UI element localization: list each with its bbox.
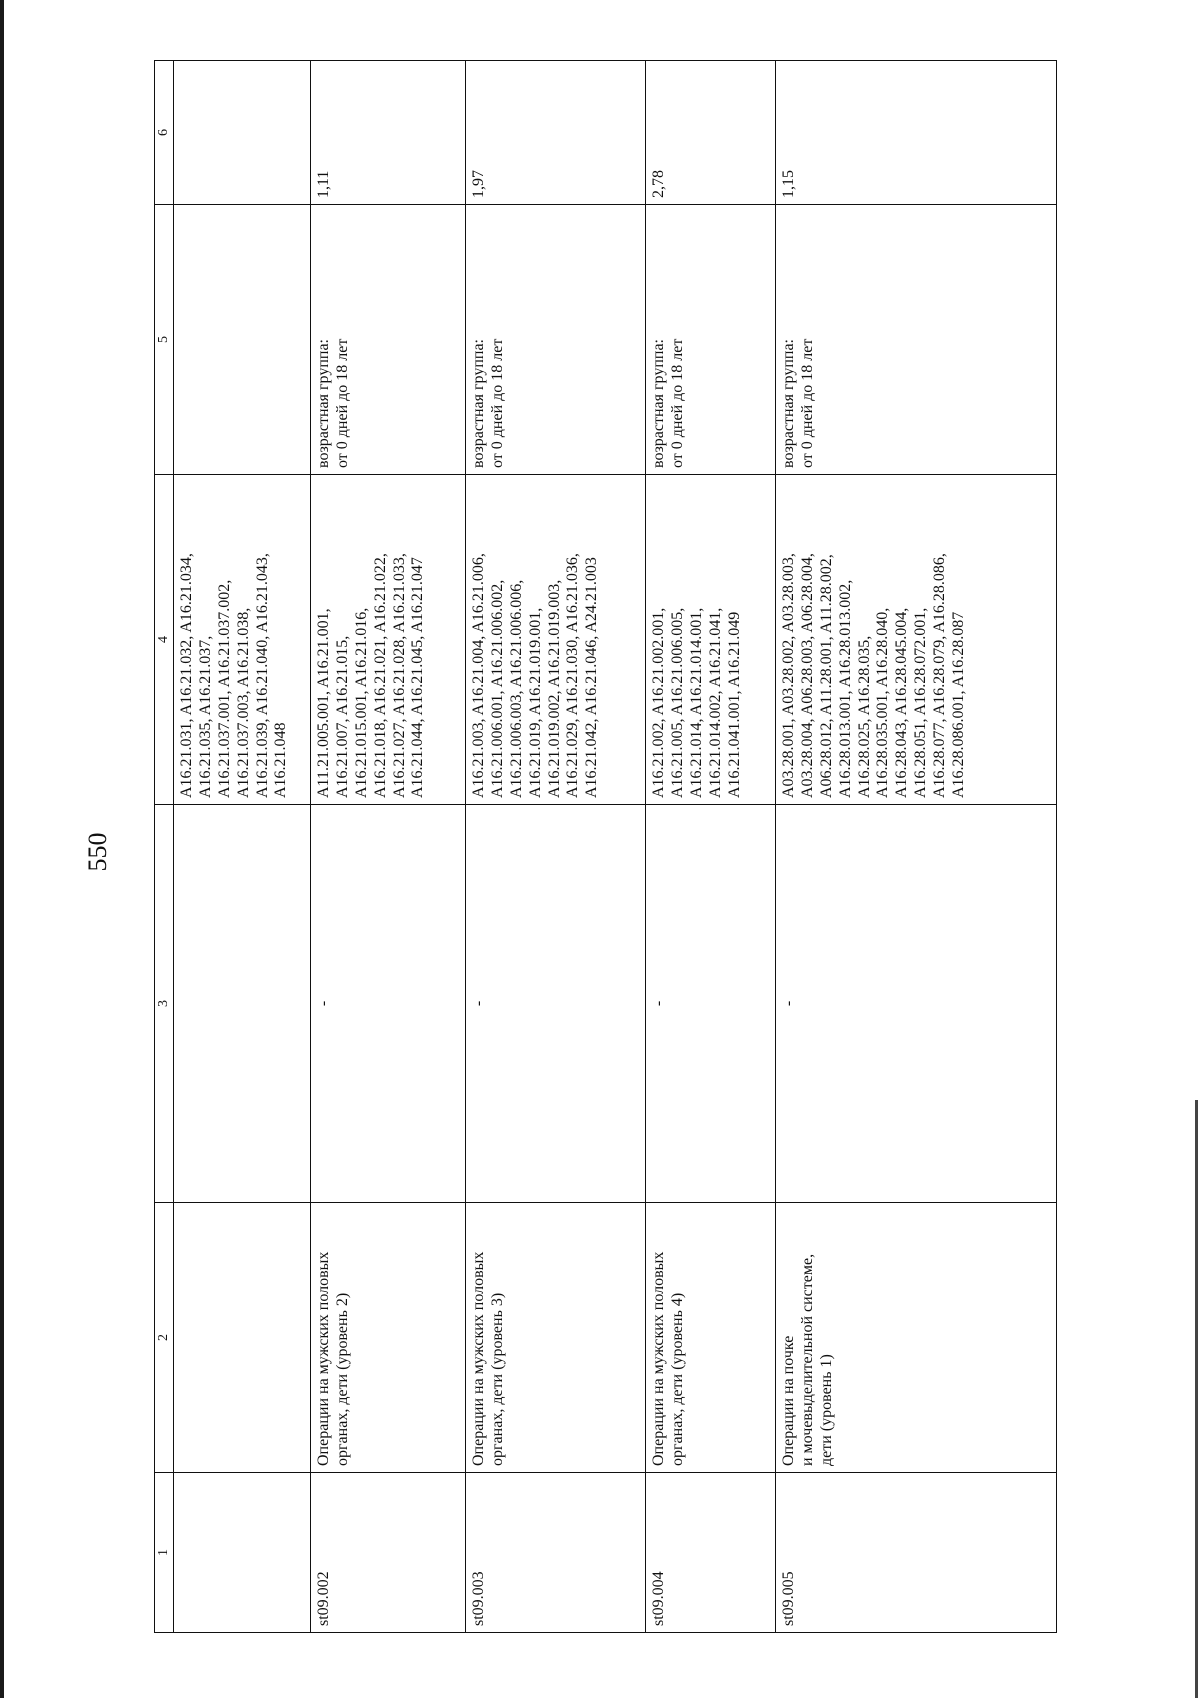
name-line: и мочевыделительной системе, [798, 1253, 816, 1466]
scan-edge-left [0, 0, 4, 1698]
criteria-cell [466, 205, 646, 475]
codes-line: A16.21.005, A16.21.006.005, [668, 607, 686, 798]
table-row [646, 61, 776, 1633]
codes-line: A16.28.043, A16.28.045.004, [893, 607, 911, 798]
codes-line: A16.21.037.001, A16.21.037.002, [215, 579, 233, 798]
table-row [174, 61, 311, 1633]
codes-line: A16.28.051, A16.28.072.001, [912, 607, 930, 798]
rotated-table-container [154, 61, 1057, 1633]
codes-line: A16.21.044, A16.21.045, A16.21.047 [409, 557, 427, 798]
name-cell [311, 1203, 466, 1473]
codes-line: A16.21.002, A16.21.002.001, [650, 607, 667, 798]
codes-line: A16.21.019, A16.21.019.001, [526, 607, 544, 798]
codes-line: A16.21.037.003, A16.21.038, [234, 607, 252, 798]
col3-cell [174, 805, 311, 1203]
criteria-cell [646, 205, 776, 475]
codes-line: A16.21.006.003, A16.21.006.006, [507, 579, 525, 798]
name-cell [776, 1203, 1057, 1473]
table-row [311, 61, 466, 1633]
codes-line: A16.28.025, A16.28.035, [855, 635, 873, 798]
codes-line: A11.21.005.001, A16.21.001, [315, 608, 332, 798]
criteria-cell [776, 205, 1057, 475]
criteria-line: от 0 дней до 18 лет [488, 338, 506, 468]
codes-line: A16.21.014.002, A16.21.041, [706, 607, 724, 798]
criteria-line: возрастная группа: [315, 338, 332, 468]
name-line: органах, дети (уровень 4) [668, 1292, 686, 1466]
coef-cell: 1,97 [466, 61, 646, 205]
codes-cell [466, 475, 646, 805]
header-cell: 3 [155, 805, 174, 1203]
codes-line: A16.21.035, A16.21.037, [196, 635, 214, 798]
page-number: 550 [83, 832, 112, 872]
name-cell [466, 1203, 646, 1473]
col3-cell: - [311, 805, 466, 1203]
col3-cell: - [646, 805, 776, 1203]
criteria-line: от 0 дней до 18 лет [333, 338, 351, 468]
scan-edge-right [1195, 1100, 1198, 1698]
header-cell: 2 [155, 1203, 174, 1473]
code-cell: st09.003 [466, 1473, 646, 1633]
name-line: Операции на мужских половых [315, 1251, 332, 1466]
codes-cell [776, 475, 1057, 805]
table-row [776, 61, 1057, 1633]
name-line: дети (уровень 1) [817, 1354, 835, 1466]
codes-line: A16.28.013.001, A16.28.013.002, [836, 579, 854, 798]
codes-cell [311, 475, 466, 805]
codes-line: A16.28.077, A16.28.079, A16.28.086, [931, 553, 948, 798]
coef-cell: 2,78 [646, 61, 776, 205]
criteria-cell [311, 205, 466, 475]
codes-line: A16.21.018, A16.21.021, A16.21.022, [371, 553, 389, 798]
codes-line: A16.21.007, A16.21.015, [333, 635, 351, 798]
codes-cell [174, 475, 311, 805]
codes-line: A06.28.012, A11.28.001, A11.28.002, [817, 554, 835, 798]
code-cell: st09.004 [646, 1473, 776, 1633]
codes-line: A16.28.035.001, A16.28.040, [874, 607, 892, 798]
tariff-table [154, 60, 1057, 1633]
codes-line: A03.28.004, A06.28.003, A06.28.004, [798, 553, 816, 798]
header-cell: 5 [155, 205, 174, 475]
codes-line: A16.21.048 [272, 722, 290, 798]
codes-line: A16.21.019.002, A16.21.019.003, [545, 579, 563, 798]
codes-line: A16.21.003, A16.21.004, A16.21.006, [470, 553, 487, 798]
codes-line: A16.21.006.001, A16.21.006.002, [488, 579, 506, 798]
col3-cell: - [776, 805, 1057, 1203]
codes-line: A16.21.029, A16.21.030, A16.21.036, [564, 553, 582, 798]
name-line: органах, дети (уровень 3) [488, 1292, 506, 1466]
coef-cell: 1,11 [311, 61, 466, 205]
name-cell [174, 1203, 311, 1473]
codes-line: A16.21.039, A16.21.040, A16.21.043, [253, 553, 271, 798]
col3-cell: - [466, 805, 646, 1203]
codes-cell [646, 475, 776, 805]
codes-line: A16.21.015.001, A16.21.016, [352, 607, 370, 798]
codes-line: A16.28.086.001, A16.28.087 [949, 611, 967, 798]
codes-line: A16.21.031, A16.21.032, A16.21.034, [178, 553, 195, 798]
criteria-line: от 0 дней до 18 лет [798, 338, 816, 468]
code-cell: st09.005 [776, 1473, 1057, 1633]
header-cell: 4 [155, 475, 174, 805]
coef-cell: 1,15 [776, 61, 1057, 205]
name-cell [646, 1203, 776, 1473]
codes-line: A03.28.001, A03.28.002, A03.28.003, [780, 553, 797, 798]
criteria-line: возрастная группа: [780, 338, 797, 468]
header-row [155, 61, 174, 1633]
coef-cell [174, 61, 311, 205]
name-line: Операции на мужских половых [470, 1251, 487, 1466]
criteria-line: возрастная группа: [650, 338, 667, 468]
code-cell: st09.002 [311, 1473, 466, 1633]
criteria-cell [174, 205, 311, 475]
code-cell [174, 1473, 311, 1633]
criteria-line: от 0 дней до 18 лет [668, 338, 686, 468]
name-line: Операции на мужских половых [650, 1251, 667, 1466]
codes-line: A16.21.014, A16.21.014.001, [687, 607, 705, 798]
codes-line: A16.21.041.001, A16.21.049 [725, 611, 743, 798]
codes-line: A16.21.042, A16.21.046, A24.21.003 [583, 557, 601, 798]
table-row [466, 61, 646, 1633]
name-line: Операции на почке [780, 1335, 797, 1466]
name-line: органах, дети (уровень 2) [333, 1292, 351, 1466]
header-cell: 6 [155, 61, 174, 205]
criteria-line: возрастная группа: [470, 338, 487, 468]
codes-line: A16.21.027, A16.21.028, A16.21.033, [390, 553, 408, 798]
header-cell: 1 [155, 1473, 174, 1633]
